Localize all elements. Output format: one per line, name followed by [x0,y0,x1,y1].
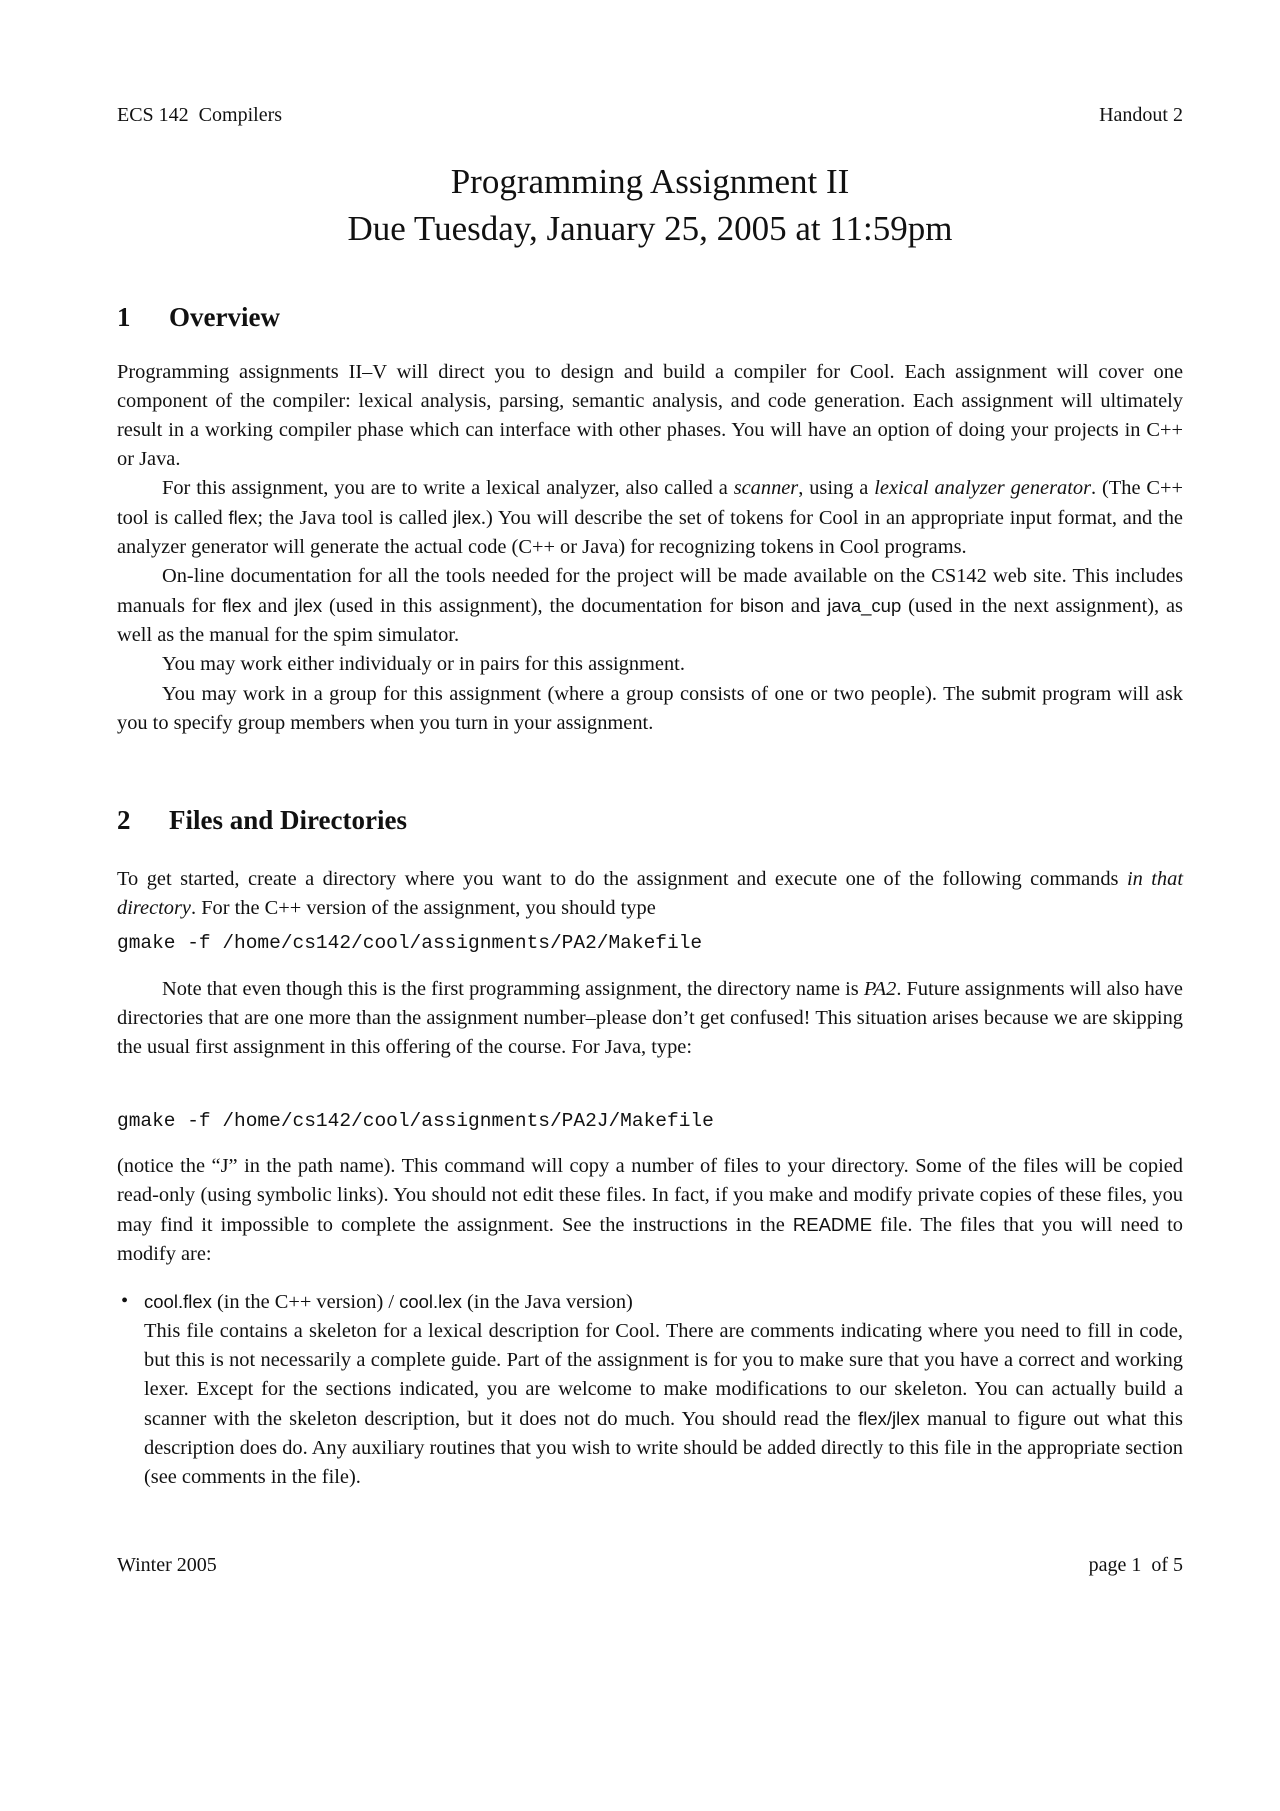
paragraph: Programming assignments II–V will direct you to design and build a compiler for Cool. Each assignment will cover one component of the compiler: lexical analysis, parsing, semantic analysis, and code generation. Each assignment will ultimately result in a working compiler phase which can interface with other phases. You will have an option of doing your projects in C++ or Java. [117,361,1183,470]
due-date-line: Due Tuesday, January 25, 2005 at 11:59pm [347,209,953,248]
text: . Future assignments will also have directories that are one more than the assignment number–please don’t get confused! This situation arises because we are skipping the usual first assignment in this offering of the course. For Java, type: [117,978,1183,1058]
files-explanation [117,1152,1183,1269]
text: For this assignment, you are to write a lexical analyzer, also called a [162,477,734,499]
list-item-description [144,1317,1183,1492]
tool-name: submit [981,683,1036,704]
section-number: 2 [117,805,131,835]
running-footer [117,1554,1183,1577]
text: On-line documentation for all the tools needed for the project will be made available on the CS142 web site. This includes manuals for [117,565,1183,617]
paragraph [117,679,1183,738]
paragraph [117,474,1183,562]
paragraph [117,562,1183,650]
tool-name: bison [739,595,785,616]
text: file. The files that you will need to modify are: [117,1214,1183,1265]
text: , using a [798,477,875,499]
tool-name: jlex [453,507,481,528]
section-title: Overview [169,302,280,332]
emphasis: lexical analyzer generator [874,477,1092,499]
tool-name: flex [228,507,258,528]
text: . (The C++ tool is called [117,477,1183,529]
list-item [117,1287,1183,1492]
text: ; the Java tool is called [257,507,454,529]
list-item-title [144,1287,1183,1317]
text: and [251,595,295,617]
emphasis: scanner [733,477,799,499]
document-title [117,158,1183,252]
files-intro [117,865,1183,923]
section-number: 1 [117,302,131,332]
section-heading-files [117,805,407,836]
text: Note that even though this is the first programming assignment, the directory name is [162,978,864,1000]
text: (used in this assignment), the documentation for [322,595,740,617]
tool-name: jlex [294,595,323,616]
tool-name: flex/jlex [858,1408,920,1429]
text: and [784,595,828,617]
running-header [117,104,1183,127]
page-number: page 1 of 5 [1088,1554,1183,1576]
emphasis: PA2 [863,978,897,1000]
bullet-icon: • [121,1290,129,1312]
text: To get started, create a directory where you want to do the assignment and execute one of the following commands [117,868,1127,890]
file-name: cool.lex [399,1291,462,1312]
tool-name: flex [222,595,252,616]
file-name: cool.flex [144,1291,212,1312]
tool-name: java_cup [827,595,902,616]
text: (notice the “J” in the path name). This command will copy a number of files to your directory. Some of the files will be copied read-only (using symbolic links). You should not edit these files. In fact, if you make and modify private copies of these files, you may find it impossible to complete the assignment. See the instructions in the [117,1155,1183,1236]
text: . For the C++ version of the assignment, you should type [191,897,656,919]
section-heading-overview [117,302,280,333]
text: (in the C++ version) / [211,1291,400,1313]
text: manual to figure out what this description does do. Any auxiliary routines that you wish to write should be added directly to this file in the appropriate section (see comments in the file). [144,1408,1183,1488]
file-name: README [792,1214,873,1235]
paragraph: You may work either individualy or in pairs for this assignment. [162,653,685,675]
course-label: ECS 142 Compilers [117,104,283,126]
text: (in the Java version) [461,1291,633,1313]
title-line-1: Programming Assignment II [450,162,850,201]
text: This file contains a skeleton for a lexical description for Cool. There are comments indicating where you need to fill in code, but this is not necessarily a complete guide. Part of the assignment is for you to make sure that you have a correct and working lexer. Except for the sections indicated, you are welcome to make modifications to our skeleton. You can actually build a scanner with the skeleton description, but it does not do much. You should read the [144,1320,1183,1430]
list-item-content [144,1287,1183,1492]
code-command-cpp: gmake -f /home/cs142/cool/assignments/PA2/Makefile [117,932,703,954]
overview-body [117,358,1183,738]
paragraph [117,975,1183,1062]
code-command-java: gmake -f /home/cs142/cool/assignments/PA2J/Makefile [117,1110,714,1132]
paragraph [117,865,1183,923]
text: .) You will describe the set of tokens for Cool in an appropriate input format, and the analyzer generator will generate the actual code (C++ or Java) for recognizing tokens in Cool programs. [117,507,1183,558]
text: You may work in a group for this assignment (where a group consists of one or two people). The [162,683,982,705]
paragraph [117,1152,1183,1269]
emphasis: in that directory [117,868,1183,919]
handout-label: Handout 2 [1099,104,1183,126]
directory-note [117,975,1183,1062]
term-label: Winter 2005 [117,1554,217,1576]
section-title: Files and Directories [169,805,407,835]
text: (used in the next assignment), as well as the manual for the spim simulator. [117,595,1183,646]
text: program will ask you to specify group members when you turn in your assignment. [117,683,1183,734]
